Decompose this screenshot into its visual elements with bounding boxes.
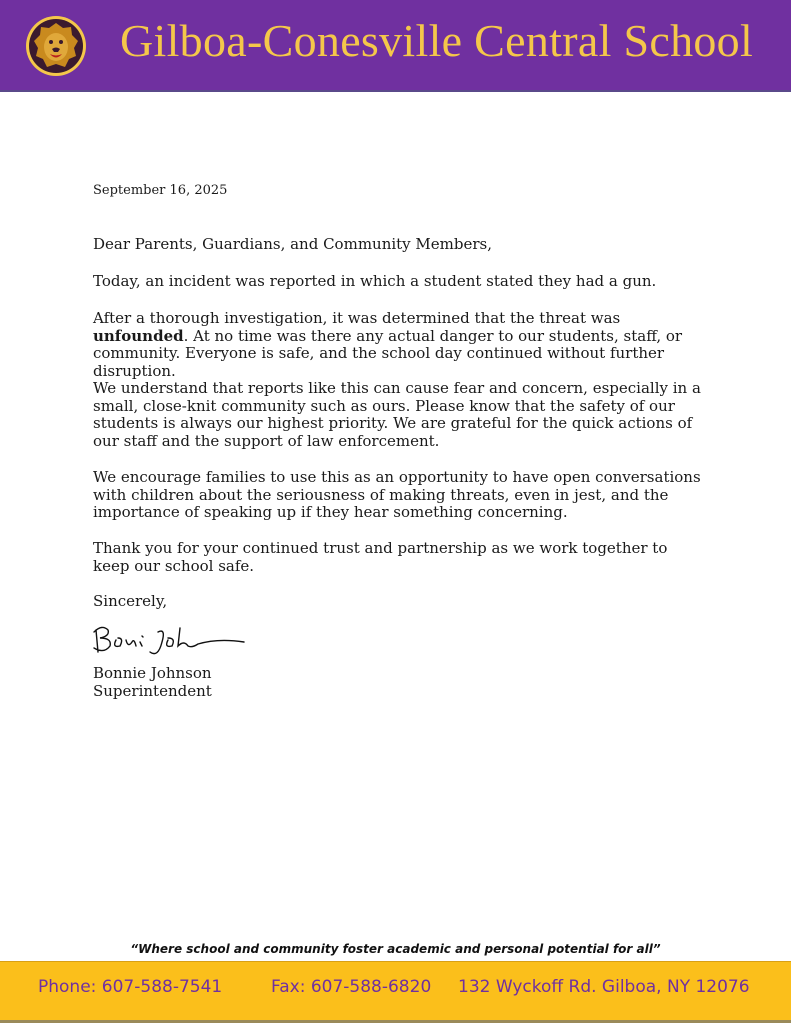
paragraph-2: After a thorough investigation, it was determined that the threat was unfounded. At no time was there any actual danger to our students, staff, or community. Everyone is safe, and the school day continued without further disruption. [93,309,683,380]
paragraph-1: Today, an incident was reported in which a student stated they had a gun. [93,272,657,290]
paragraph-4: We encourage families to use this as an opportunity to have open conversations with children about the seriousness of making threats, even in jest, and the importance of speaking up if they hear something concerning. [93,468,701,521]
paragraph-3: We understand that reports like this can cause fear and concern, especially in a small, close-knit community such as ours. Please know that the safety of our students is always our highest priority. We are grateful for the quick actions of our staff and the support of law enforcement. [93,379,701,450]
handwritten-signature [88,618,248,662]
footer-address: 132 Wyckoff Rd. Gilboa, NY 12076 [458,977,750,997]
closing: Sincerely, [93,592,168,610]
school-name: Gilboa-Conesville Central School [120,15,754,66]
salutation: Dear Parents, Guardians, and Community Members, [93,235,493,253]
footer-contact-bar [0,961,791,1023]
lion-head-icon [25,15,87,77]
school-motto: “Where school and community foster academic and personal potential for all” [130,942,661,956]
paragraph-5: Thank you for your continued trust and partnership as we work together to keep our school safe. [93,539,668,575]
footer-fax: Fax: 607-588-6820 [271,977,432,997]
letterhead-banner [0,0,791,92]
letter-date: September 16, 2025 [93,183,228,198]
emphasis-unfounded: unfounded [93,326,184,345]
footer-phone: Phone: 607-588-7541 [38,977,223,997]
signer-title: Superintendent [93,682,212,700]
signer-name: Bonnie Johnson [93,664,212,682]
